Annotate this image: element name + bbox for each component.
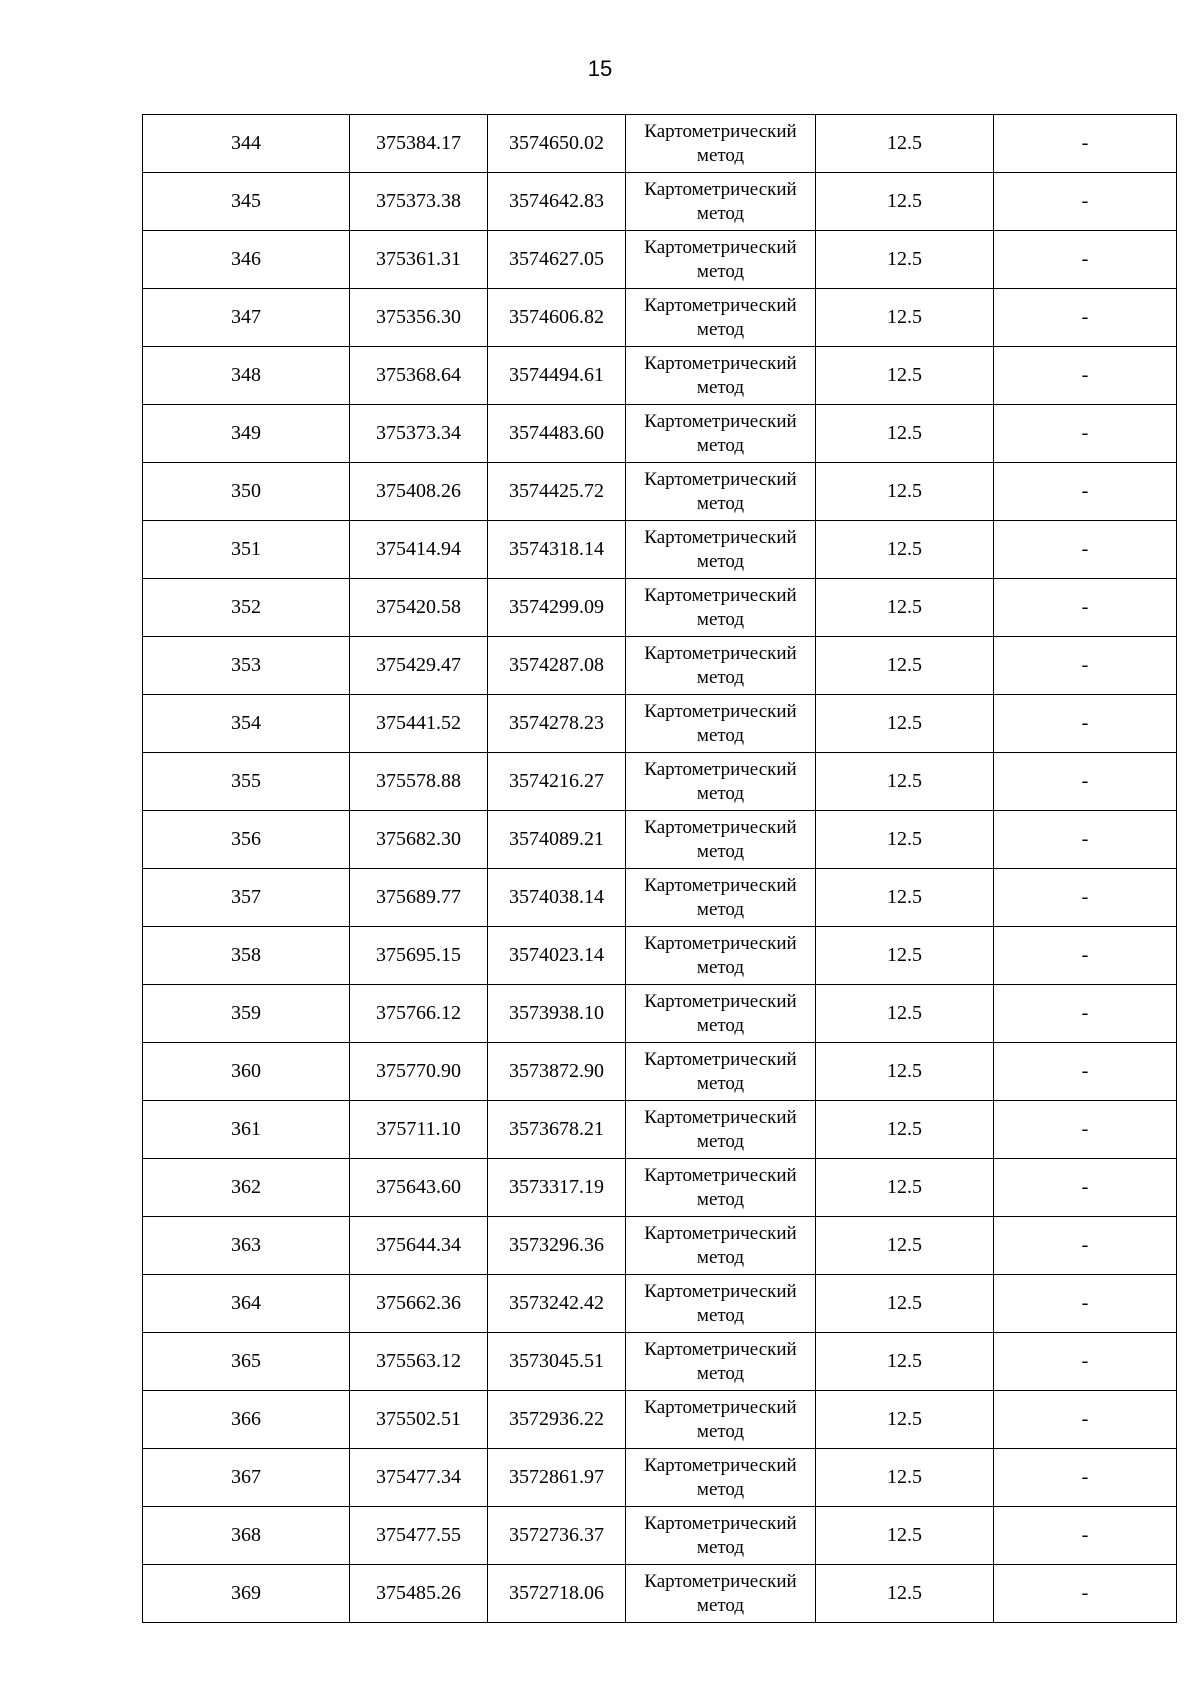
y-coordinate-cell: 3574483.60	[488, 405, 626, 463]
method-text-line: Картометрический	[644, 1222, 797, 1244]
x-coordinate-cell: 375563.12	[350, 1333, 488, 1391]
method-cell	[626, 1391, 816, 1449]
accuracy-cell: 12.5	[816, 579, 994, 637]
method-text-line: Картометрический	[644, 468, 797, 490]
method-text-line: метод	[696, 1072, 745, 1094]
table-row	[143, 1101, 1177, 1159]
note-cell: -	[994, 1159, 1177, 1217]
note-cell: -	[994, 753, 1177, 811]
point-number-cell: 354	[143, 695, 350, 753]
method-cell	[626, 637, 816, 695]
method-text-line: Картометрический	[644, 352, 797, 374]
note-cell: -	[994, 1333, 1177, 1391]
method-text-line: Картометрический	[644, 1164, 797, 1186]
method-text-line: метод	[696, 1536, 745, 1558]
note-cell: -	[994, 1217, 1177, 1275]
note-cell: -	[994, 463, 1177, 521]
method-cell	[626, 985, 816, 1043]
table-row	[143, 927, 1177, 985]
point-number-cell: 344	[143, 115, 350, 173]
method-text-line: Картометрический	[644, 1280, 797, 1302]
method-cell	[626, 927, 816, 985]
x-coordinate-cell: 375485.26	[350, 1565, 488, 1623]
point-number-cell: 368	[143, 1507, 350, 1565]
point-number-cell: 363	[143, 1217, 350, 1275]
point-number-cell: 345	[143, 173, 350, 231]
accuracy-cell: 12.5	[816, 637, 994, 695]
method-cell	[626, 463, 816, 521]
x-coordinate-cell: 375361.31	[350, 231, 488, 289]
table-row	[143, 289, 1177, 347]
note-cell: -	[994, 1043, 1177, 1101]
method-text-line: Картометрический	[644, 1570, 797, 1592]
y-coordinate-cell: 3572718.06	[488, 1565, 626, 1623]
method-text-line: метод	[696, 1594, 745, 1616]
method-text-line: метод	[696, 782, 745, 804]
table-row	[143, 1217, 1177, 1275]
accuracy-cell: 12.5	[816, 405, 994, 463]
method-cell	[626, 405, 816, 463]
accuracy-cell: 12.5	[816, 1159, 994, 1217]
y-coordinate-cell: 3573296.36	[488, 1217, 626, 1275]
table-row	[143, 115, 1177, 173]
point-number-cell: 360	[143, 1043, 350, 1101]
point-number-cell: 356	[143, 811, 350, 869]
accuracy-cell: 12.5	[816, 1449, 994, 1507]
method-text-line: метод	[696, 1478, 745, 1500]
point-number-cell: 357	[143, 869, 350, 927]
method-text-line: метод	[696, 318, 745, 340]
point-number-cell: 366	[143, 1391, 350, 1449]
y-coordinate-cell: 3572861.97	[488, 1449, 626, 1507]
x-coordinate-cell: 375384.17	[350, 115, 488, 173]
point-number-cell: 359	[143, 985, 350, 1043]
accuracy-cell: 12.5	[816, 1043, 994, 1101]
method-text-line: Картометрический	[644, 816, 797, 838]
point-number-cell: 365	[143, 1333, 350, 1391]
method-text-line: метод	[696, 550, 745, 572]
note-cell: -	[994, 811, 1177, 869]
point-number-cell: 346	[143, 231, 350, 289]
method-text-line: Картометрический	[644, 874, 797, 896]
point-number-cell: 361	[143, 1101, 350, 1159]
accuracy-cell: 12.5	[816, 869, 994, 927]
accuracy-cell: 12.5	[816, 1507, 994, 1565]
method-cell	[626, 1159, 816, 1217]
note-cell: -	[994, 1565, 1177, 1623]
x-coordinate-cell: 375373.38	[350, 173, 488, 231]
method-cell	[626, 1565, 816, 1623]
method-text-line: метод	[696, 1304, 745, 1326]
x-coordinate-cell: 375429.47	[350, 637, 488, 695]
table-row	[143, 1275, 1177, 1333]
y-coordinate-cell: 3574216.27	[488, 753, 626, 811]
method-text-line: метод	[696, 724, 745, 746]
accuracy-cell: 12.5	[816, 753, 994, 811]
method-text-line: Картометрический	[644, 990, 797, 1012]
method-text-line: метод	[696, 1014, 745, 1036]
accuracy-cell: 12.5	[816, 231, 994, 289]
accuracy-cell: 12.5	[816, 347, 994, 405]
method-text-line: метод	[696, 144, 745, 166]
accuracy-cell: 12.5	[816, 115, 994, 173]
note-cell: -	[994, 289, 1177, 347]
y-coordinate-cell: 3574650.02	[488, 115, 626, 173]
y-coordinate-cell: 3574642.83	[488, 173, 626, 231]
accuracy-cell: 12.5	[816, 985, 994, 1043]
point-number-cell: 367	[143, 1449, 350, 1507]
point-number-cell: 348	[143, 347, 350, 405]
method-text-line: Картометрический	[644, 1338, 797, 1360]
x-coordinate-cell: 375770.90	[350, 1043, 488, 1101]
x-coordinate-cell: 375695.15	[350, 927, 488, 985]
method-cell	[626, 1043, 816, 1101]
method-text-line: Картометрический	[644, 758, 797, 780]
y-coordinate-cell: 3573242.42	[488, 1275, 626, 1333]
y-coordinate-cell: 3574023.14	[488, 927, 626, 985]
accuracy-cell: 12.5	[816, 1217, 994, 1275]
method-text-line: метод	[696, 434, 745, 456]
accuracy-cell: 12.5	[816, 289, 994, 347]
table-row	[143, 1043, 1177, 1101]
method-text-line: Картометрический	[644, 584, 797, 606]
x-coordinate-cell: 375689.77	[350, 869, 488, 927]
note-cell: -	[994, 1275, 1177, 1333]
method-cell	[626, 1507, 816, 1565]
note-cell: -	[994, 521, 1177, 579]
note-cell: -	[994, 173, 1177, 231]
table-row	[143, 1159, 1177, 1217]
note-cell: -	[994, 405, 1177, 463]
method-text-line: Картометрический	[644, 932, 797, 954]
method-cell	[626, 1333, 816, 1391]
table-row	[143, 347, 1177, 405]
method-text-line: Картометрический	[644, 1106, 797, 1128]
method-text-line: Картометрический	[644, 294, 797, 316]
method-cell	[626, 1101, 816, 1159]
x-coordinate-cell: 375578.88	[350, 753, 488, 811]
table-row	[143, 231, 1177, 289]
x-coordinate-cell: 375477.55	[350, 1507, 488, 1565]
table-row	[143, 521, 1177, 579]
note-cell: -	[994, 637, 1177, 695]
y-coordinate-cell: 3574287.08	[488, 637, 626, 695]
y-coordinate-cell: 3573872.90	[488, 1043, 626, 1101]
accuracy-cell: 12.5	[816, 463, 994, 521]
y-coordinate-cell: 3572936.22	[488, 1391, 626, 1449]
method-cell	[626, 1217, 816, 1275]
x-coordinate-cell: 375644.34	[350, 1217, 488, 1275]
note-cell: -	[994, 1449, 1177, 1507]
method-text-line: Картометрический	[644, 526, 797, 548]
x-coordinate-cell: 375373.34	[350, 405, 488, 463]
method-text-line: метод	[696, 202, 745, 224]
method-cell	[626, 579, 816, 637]
point-number-cell: 352	[143, 579, 350, 637]
x-coordinate-cell: 375420.58	[350, 579, 488, 637]
table-row	[143, 753, 1177, 811]
note-cell: -	[994, 1507, 1177, 1565]
method-text-line: метод	[696, 492, 745, 514]
y-coordinate-cell: 3574494.61	[488, 347, 626, 405]
y-coordinate-cell: 3574318.14	[488, 521, 626, 579]
method-text-line: Картометрический	[644, 410, 797, 432]
method-cell	[626, 695, 816, 753]
y-coordinate-cell: 3572736.37	[488, 1507, 626, 1565]
method-text-line: Картометрический	[644, 1454, 797, 1476]
method-text-line: метод	[696, 1246, 745, 1268]
table-row	[143, 1333, 1177, 1391]
accuracy-cell: 12.5	[816, 1275, 994, 1333]
note-cell: -	[994, 985, 1177, 1043]
x-coordinate-cell: 375408.26	[350, 463, 488, 521]
method-text-line: Картометрический	[644, 700, 797, 722]
table-row	[143, 1391, 1177, 1449]
table-row	[143, 463, 1177, 521]
method-text-line: метод	[696, 666, 745, 688]
method-cell	[626, 231, 816, 289]
x-coordinate-cell: 375368.64	[350, 347, 488, 405]
accuracy-cell: 12.5	[816, 1101, 994, 1159]
method-text-line: метод	[696, 956, 745, 978]
method-text-line: Картометрический	[644, 1396, 797, 1418]
table-row	[143, 869, 1177, 927]
y-coordinate-cell: 3573045.51	[488, 1333, 626, 1391]
x-coordinate-cell: 375356.30	[350, 289, 488, 347]
note-cell: -	[994, 927, 1177, 985]
y-coordinate-cell: 3573317.19	[488, 1159, 626, 1217]
note-cell: -	[994, 695, 1177, 753]
table-row	[143, 405, 1177, 463]
y-coordinate-cell: 3574627.05	[488, 231, 626, 289]
note-cell: -	[994, 115, 1177, 173]
coordinates-table	[142, 114, 1177, 1623]
x-coordinate-cell: 375441.52	[350, 695, 488, 753]
table-row	[143, 579, 1177, 637]
table-row	[143, 1449, 1177, 1507]
note-cell: -	[994, 579, 1177, 637]
method-cell	[626, 347, 816, 405]
y-coordinate-cell: 3574089.21	[488, 811, 626, 869]
table-row	[143, 1565, 1177, 1623]
x-coordinate-cell: 375502.51	[350, 1391, 488, 1449]
method-text-line: метод	[696, 1130, 745, 1152]
point-number-cell: 355	[143, 753, 350, 811]
x-coordinate-cell: 375682.30	[350, 811, 488, 869]
note-cell: -	[994, 347, 1177, 405]
method-cell	[626, 1275, 816, 1333]
point-number-cell: 364	[143, 1275, 350, 1333]
accuracy-cell: 12.5	[816, 1565, 994, 1623]
y-coordinate-cell: 3573938.10	[488, 985, 626, 1043]
note-cell: -	[994, 1391, 1177, 1449]
method-cell	[626, 173, 816, 231]
y-coordinate-cell: 3574425.72	[488, 463, 626, 521]
method-cell	[626, 1449, 816, 1507]
y-coordinate-cell: 3574038.14	[488, 869, 626, 927]
method-text-line: метод	[696, 1362, 745, 1384]
point-number-cell: 347	[143, 289, 350, 347]
method-text-line: метод	[696, 1188, 745, 1210]
point-number-cell: 350	[143, 463, 350, 521]
x-coordinate-cell: 375477.34	[350, 1449, 488, 1507]
method-text-line: метод	[696, 376, 745, 398]
x-coordinate-cell: 375643.60	[350, 1159, 488, 1217]
point-number-cell: 353	[143, 637, 350, 695]
method-cell	[626, 115, 816, 173]
x-coordinate-cell: 375711.10	[350, 1101, 488, 1159]
accuracy-cell: 12.5	[816, 173, 994, 231]
accuracy-cell: 12.5	[816, 521, 994, 579]
method-text-line: метод	[696, 260, 745, 282]
table-row	[143, 1507, 1177, 1565]
point-number-cell: 362	[143, 1159, 350, 1217]
table-row	[143, 695, 1177, 753]
method-cell	[626, 753, 816, 811]
y-coordinate-cell: 3574278.23	[488, 695, 626, 753]
coordinates-table-body	[143, 115, 1177, 1623]
x-coordinate-cell: 375414.94	[350, 521, 488, 579]
note-cell: -	[994, 231, 1177, 289]
y-coordinate-cell: 3574606.82	[488, 289, 626, 347]
method-cell	[626, 869, 816, 927]
accuracy-cell: 12.5	[816, 1391, 994, 1449]
accuracy-cell: 12.5	[816, 1333, 994, 1391]
table-row	[143, 985, 1177, 1043]
table-row	[143, 637, 1177, 695]
point-number-cell: 351	[143, 521, 350, 579]
table-row	[143, 173, 1177, 231]
method-text-line: метод	[696, 1420, 745, 1442]
method-text-line: Картометрический	[644, 120, 797, 142]
method-text-line: Картометрический	[644, 642, 797, 664]
method-cell	[626, 521, 816, 579]
note-cell: -	[994, 1101, 1177, 1159]
accuracy-cell: 12.5	[816, 811, 994, 869]
table-row	[143, 811, 1177, 869]
method-cell	[626, 811, 816, 869]
method-text-line: Картометрический	[644, 236, 797, 258]
method-text-line: метод	[696, 898, 745, 920]
method-text-line: Картометрический	[644, 1048, 797, 1070]
y-coordinate-cell: 3573678.21	[488, 1101, 626, 1159]
x-coordinate-cell: 375766.12	[350, 985, 488, 1043]
note-cell: -	[994, 869, 1177, 927]
page-number: 15	[587, 56, 613, 81]
point-number-cell: 358	[143, 927, 350, 985]
x-coordinate-cell: 375662.36	[350, 1275, 488, 1333]
accuracy-cell: 12.5	[816, 927, 994, 985]
accuracy-cell: 12.5	[816, 695, 994, 753]
point-number-cell: 369	[143, 1565, 350, 1623]
y-coordinate-cell: 3574299.09	[488, 579, 626, 637]
method-text-line: метод	[696, 608, 745, 630]
method-text-line: Картометрический	[644, 178, 797, 200]
method-text-line: Картометрический	[644, 1512, 797, 1534]
method-cell	[626, 289, 816, 347]
method-text-line: метод	[696, 840, 745, 862]
point-number-cell: 349	[143, 405, 350, 463]
